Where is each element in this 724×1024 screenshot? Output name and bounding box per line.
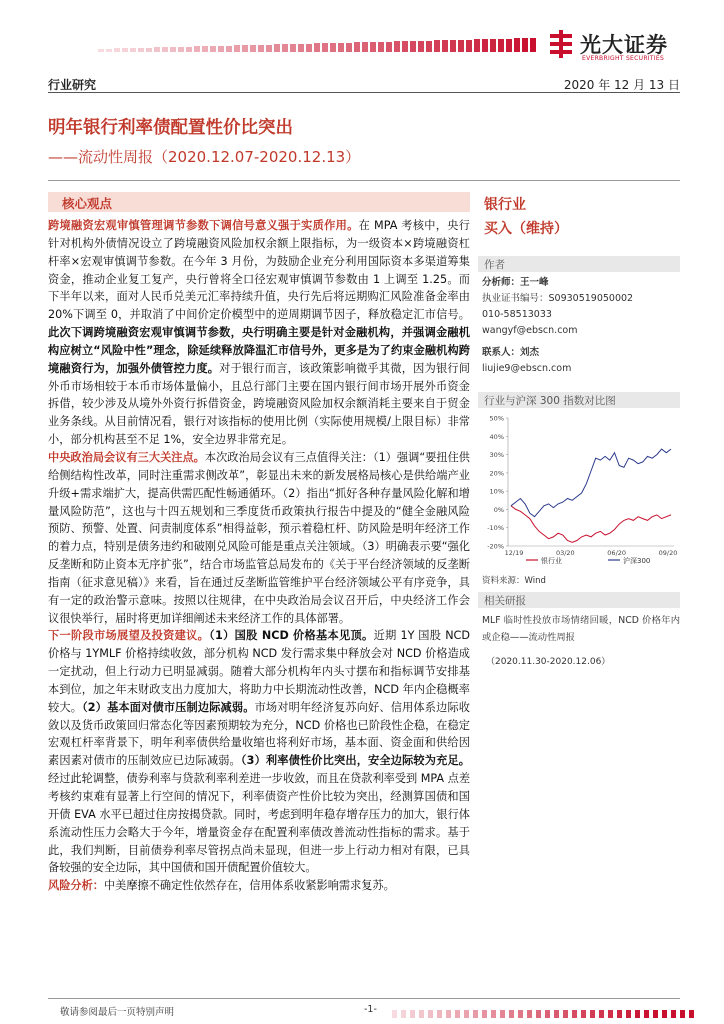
p4-text: 中美摩擦不确定性依然存在，信用体系收紧影响需求复苏。 <box>103 879 395 893</box>
p1-highlight: 跨境融资宏观审慎管理调节参数下调信号意义强于实质作用。 <box>48 219 359 232</box>
header-stripe <box>162 47 168 52</box>
title-divider <box>48 180 680 181</box>
header-stripe <box>402 41 408 52</box>
footer-stripe <box>401 1010 406 1018</box>
header-divider <box>48 92 680 93</box>
header-stripe <box>362 42 368 52</box>
header-stripe <box>530 38 536 52</box>
p1-text-2: 对于银行而言，该政策影响微乎其微，因为银行间外币市场相较于本币市场体量偏小，且总行部门主要在国内银行间市场开展外币资金拆借，较少涉及从境外外资行拆借资金，跨境融资风险加权余额消耗主要来自于贸金业务条线。从目前情况看，银行对该指标的使用比例（实际使用规模/上限目标）非常小，部分机构甚至不足 1%，安全边界非常充足。 <box>48 361 470 447</box>
p4-highlight: 风险分析： <box>48 879 104 893</box>
header-stripe <box>394 41 400 52</box>
contact-email[interactable]: liujie9@ebscn.com <box>482 363 572 374</box>
header-stripe <box>210 46 216 52</box>
logo-text: 光大证券 <box>580 33 668 57</box>
footer-stripe <box>392 1010 397 1018</box>
industry-vs-index-chart <box>478 410 680 575</box>
footer-stripe <box>410 1010 415 1018</box>
y-tick-label: 40% <box>489 432 504 441</box>
chart-source: 资料来源：Wind <box>482 576 546 586</box>
contact-info <box>482 345 571 377</box>
p1-bold: 此次下调跨境融资宏观审慎调节参数，央行明确主要是针对金融机构，并强调金融机构应树立“风险中性”理念，除延续释放降温汇市信号外，更多是为了约束金融机构跨境融资行为，加强外债管控力度。 <box>48 326 470 375</box>
analyst-name: 分析师：王一峰 <box>482 277 549 288</box>
header-stripe <box>266 45 272 52</box>
header-stripe <box>290 44 296 52</box>
rating: 买入（维持） <box>484 221 568 237</box>
header-stripe <box>418 41 424 52</box>
analyst-info <box>482 275 633 339</box>
header-stripe <box>458 40 464 52</box>
y-tick-label: 50% <box>489 414 504 423</box>
author-band-label: 作者 <box>484 259 505 271</box>
report-body <box>48 217 470 895</box>
y-tick-label: 0% <box>493 505 504 514</box>
p3-bold-2: （2）基本面对债市压制边际减弱。 <box>82 700 255 714</box>
paragraph-1 <box>48 217 470 449</box>
footer-stripe <box>482 1010 487 1018</box>
logo-icon <box>548 30 574 58</box>
analyst-email[interactable]: wangyf@ebscn.com <box>482 325 578 336</box>
footer-stripe <box>473 1010 478 1018</box>
footer-disclaimer: 敬请参阅最后一页特别声明 <box>60 1007 175 1018</box>
footer-stripe <box>536 1010 541 1018</box>
p3-highlight: 下一阶段市场展望及投资建议。 <box>48 629 210 643</box>
header-stripe <box>298 44 304 52</box>
footer-stripe <box>563 1010 568 1018</box>
footer-stripe <box>491 1010 496 1018</box>
x-tick-label: 06/20 <box>607 549 627 557</box>
x-tick-label: 03/20 <box>555 549 575 557</box>
header-stripe <box>434 40 440 52</box>
header-stripe <box>194 46 200 52</box>
header-stripe <box>506 39 512 52</box>
footer-stripe <box>419 1010 424 1018</box>
core-view-heading: 核心观点 <box>62 196 113 211</box>
p1-text: 在 MPA 考核中，央行针对机构外债情况设立了跨境融资风险加权余额上限指标，为一级资本×跨境融资杠杆率×宏观审慎调节参数。在今年 3 月份，为鼓励企业充分利用国际资本多渠道筹集资金，推动企业复工复产，央行曾将全口径宏观审慎调节参数由 1 上调至 1.25。而下半年以来，面对人民币兑美元汇率持续升值，央行先后将远期购汇风险准备金率由 20%下调至 0，并取消了中间价定价模型中的逆周期调节因子，释放稳定汇市信号。 <box>48 219 470 322</box>
legend-label: 银行业 <box>541 557 562 565</box>
p3-text-3: 经过此轮调整，债券利率与贷款利率利差进一步收敛，而且在贷款利率受到 MPA 点差考核约束难有显著上行空间的情况下，利率债资产性价比较为突出，经测算国债和国开债 EVA 水平已超过住房按揭贷款。同时，考虑到明年稳存增存压力的加大，银行体系流动性压力会略大于今年，增量资金存在配置利率债改善流动性指标的需求。基于此，我们判断，目前债券利率尽管拐点尚未显现，但进一步上行动力相对有限，已具备较强的安全边际，其中国债和国开债配置价值较大。 <box>48 772 471 875</box>
footer-stripe <box>500 1010 505 1018</box>
header-stripe <box>122 48 128 52</box>
header-stripe <box>186 47 192 52</box>
p2-highlight: 中央政治局会议有三大关注点。 <box>48 450 205 464</box>
y-tick-label: 10% <box>489 487 504 496</box>
footer-stripe <box>581 1010 586 1018</box>
header-stripe <box>330 43 336 52</box>
footer-stripe <box>671 1010 676 1018</box>
related-report-title[interactable]: MLF 临时性投放市场情绪回暖，NCD 价格年内或企稳——流动性周报 <box>482 615 680 643</box>
footer-stripe <box>464 1010 469 1018</box>
footer-stripe <box>545 1010 550 1018</box>
footer-stripe <box>680 1010 685 1018</box>
header-stripe <box>106 49 112 52</box>
footer-stripe <box>509 1010 514 1018</box>
industry-name: 银行业 <box>484 197 526 213</box>
analyst-phone: 010-58513033 <box>482 309 552 320</box>
footer-divider <box>48 998 680 999</box>
footer-stripe <box>662 1010 667 1018</box>
header-stripe <box>226 46 232 52</box>
footer-stripe <box>644 1010 649 1018</box>
related-band-label: 相关研报 <box>484 595 526 607</box>
y-tick-label: -20% <box>487 542 504 551</box>
contact-name: 联系人：刘杰 <box>482 347 540 358</box>
paragraph-3 <box>48 627 470 877</box>
footer-stripe <box>518 1010 523 1018</box>
footer-stripe <box>617 1010 622 1018</box>
page-title: 明年银行利率债配置性价比突出 <box>48 118 293 138</box>
author-band <box>478 256 680 272</box>
header-stripe <box>474 39 480 52</box>
footer-stripe <box>653 1010 658 1018</box>
footer-stripe <box>689 1010 694 1018</box>
header-stripe <box>410 41 416 52</box>
header-stripe <box>370 42 376 52</box>
header-stripe <box>234 45 240 52</box>
footer-stripe <box>554 1010 559 1018</box>
header-stripe <box>322 43 328 52</box>
page-number: -1- <box>364 1004 377 1015</box>
header-stripe <box>242 45 248 52</box>
p3-bold-3: （3）利率债性价比突出，安全边际较为充足。 <box>240 754 470 768</box>
footer-stripe <box>446 1010 451 1018</box>
header-stripe <box>442 40 448 52</box>
x-tick-label: 09/20 <box>658 549 678 557</box>
header-stripe <box>178 47 184 52</box>
x-tick-label: 12/19 <box>504 549 524 557</box>
footer-decor-bars <box>392 1010 692 1018</box>
analyst-cert: 执业证书编号：S0930519050002 <box>482 293 634 304</box>
header-stripe <box>490 39 496 52</box>
footer-stripe <box>455 1010 460 1018</box>
p3-bold-1: （1）国股 NCD 价格基本见顶。 <box>209 629 374 643</box>
y-tick-label: -10% <box>487 524 504 533</box>
header-stripe <box>98 49 104 52</box>
footer-stripe <box>635 1010 640 1018</box>
p2-text: 本次政治局会议有三点值得关注：（1）强调“要扭住供给侧结构性改革，同时注重需求侧改革”，彰显出未来的新发展格局核心是供给端产业升级+需求端扩大，提高供需匹配性畅通循环。（2）指出“抓好各种存量风险化解和增量风险防范”，这也与十四五规划和三季度货币政策执行报告中提及的“健全金融风险预防、预警、处置、问责制度体系”相得益彰，预示着稳杠杆、防风险是明年经济工作的着力点，特别是债务违约和破刚兑风险可能是重点关注领域。（3）明确表示要“强化反垄断和防止资本无序扩张”，结合市场监管总局发布的《关于平台经济领域的反垄断指南（征求意见稿）》来看，旨在通过反垄断监管维护平台经济领域公平有序竞争，具有一定的政治警示意味。按照以往规律，在中央政治局会议召开后，中央经济工作会议很快举行，届时将更加详细阐述未来经济工作的具体部署。 <box>48 450 470 625</box>
header-stripe <box>498 39 504 52</box>
p3-text-1: 近期 1Y 国股 NCD 价格与 1YMLF 价格持续收敛，部分机构 NCD 发行需求集中释放会对 NCD 价格造成一定扰动，但上行动力已明显减弱。随着大部分机构年内头寸摆布和指标调节安排基本到位，加之年末财政支出力度加大，将助力中长期流动性改善，NCD 年内企稳概率较大。 <box>48 629 470 714</box>
header-stripe <box>274 44 280 52</box>
footer-stripe <box>572 1010 577 1018</box>
header-stripe <box>306 44 312 52</box>
header-decor-bars <box>90 38 530 52</box>
header-stripe <box>450 40 456 52</box>
header-stripe <box>250 45 256 52</box>
header-stripe <box>354 42 360 52</box>
footer-stripe <box>599 1010 604 1018</box>
footer-stripe <box>428 1010 433 1018</box>
series-line-1 <box>511 449 671 517</box>
core-view-heading-bar <box>48 192 470 212</box>
header-stripe <box>386 42 392 52</box>
p3-text-2: 市场对明年经济复苏向好、信用体系边际收敛以及货币政策回归常态化等因素预期较为充分，NCD 价格也已阶段性企稳，在稳定宏观杠杆率背景下，明年利率债供给量收缩也将利好市场，基本面、资金面和供给因素因素对债市的压制效应已边际减弱。 <box>48 700 470 768</box>
header-stripe <box>466 40 472 52</box>
related-band <box>478 592 680 608</box>
header-stripe <box>218 46 224 52</box>
header-stripe <box>282 44 288 52</box>
page-subtitle: ——流动性周报（2020.12.07-2020.12.13） <box>48 148 361 166</box>
chart-band-label: 行业与沪深 300 指数对比图 <box>484 395 616 407</box>
y-tick-label: 30% <box>489 451 504 460</box>
header-stripe <box>346 43 352 52</box>
chart-band <box>478 392 680 408</box>
related-report-date: （2020.11.30-2020.12.06） <box>486 657 611 667</box>
header-stripe <box>202 46 208 52</box>
header-stripe <box>522 38 528 52</box>
header-stripe <box>138 48 144 52</box>
report-date: 2020 年 12 月 13 日 <box>563 78 680 92</box>
header-stripe <box>514 38 520 52</box>
report-category: 行业研究 <box>48 78 97 92</box>
footer-stripe <box>590 1010 595 1018</box>
header-stripe <box>154 47 160 52</box>
header-stripe <box>170 47 176 52</box>
series-line-0 <box>511 506 671 543</box>
paragraph-4 <box>48 877 470 895</box>
footer-stripe <box>437 1010 442 1018</box>
header-stripe <box>378 42 384 52</box>
footer-stripe <box>527 1010 532 1018</box>
header-stripe <box>482 39 488 52</box>
legend-label: 沪深300 <box>623 557 651 565</box>
header-stripe <box>426 41 432 52</box>
logo-subtext: EVERBRIGHT SECURITIES <box>582 55 665 62</box>
header-stripe <box>258 45 264 52</box>
header-stripe <box>146 48 152 52</box>
footer-stripe <box>608 1010 613 1018</box>
y-tick-label: 20% <box>489 469 504 478</box>
header-stripe <box>314 43 320 52</box>
header-stripe <box>130 48 136 52</box>
paragraph-2 <box>48 449 470 627</box>
header-stripe <box>338 43 344 52</box>
header-stripe <box>114 48 120 52</box>
footer-stripe <box>626 1010 631 1018</box>
